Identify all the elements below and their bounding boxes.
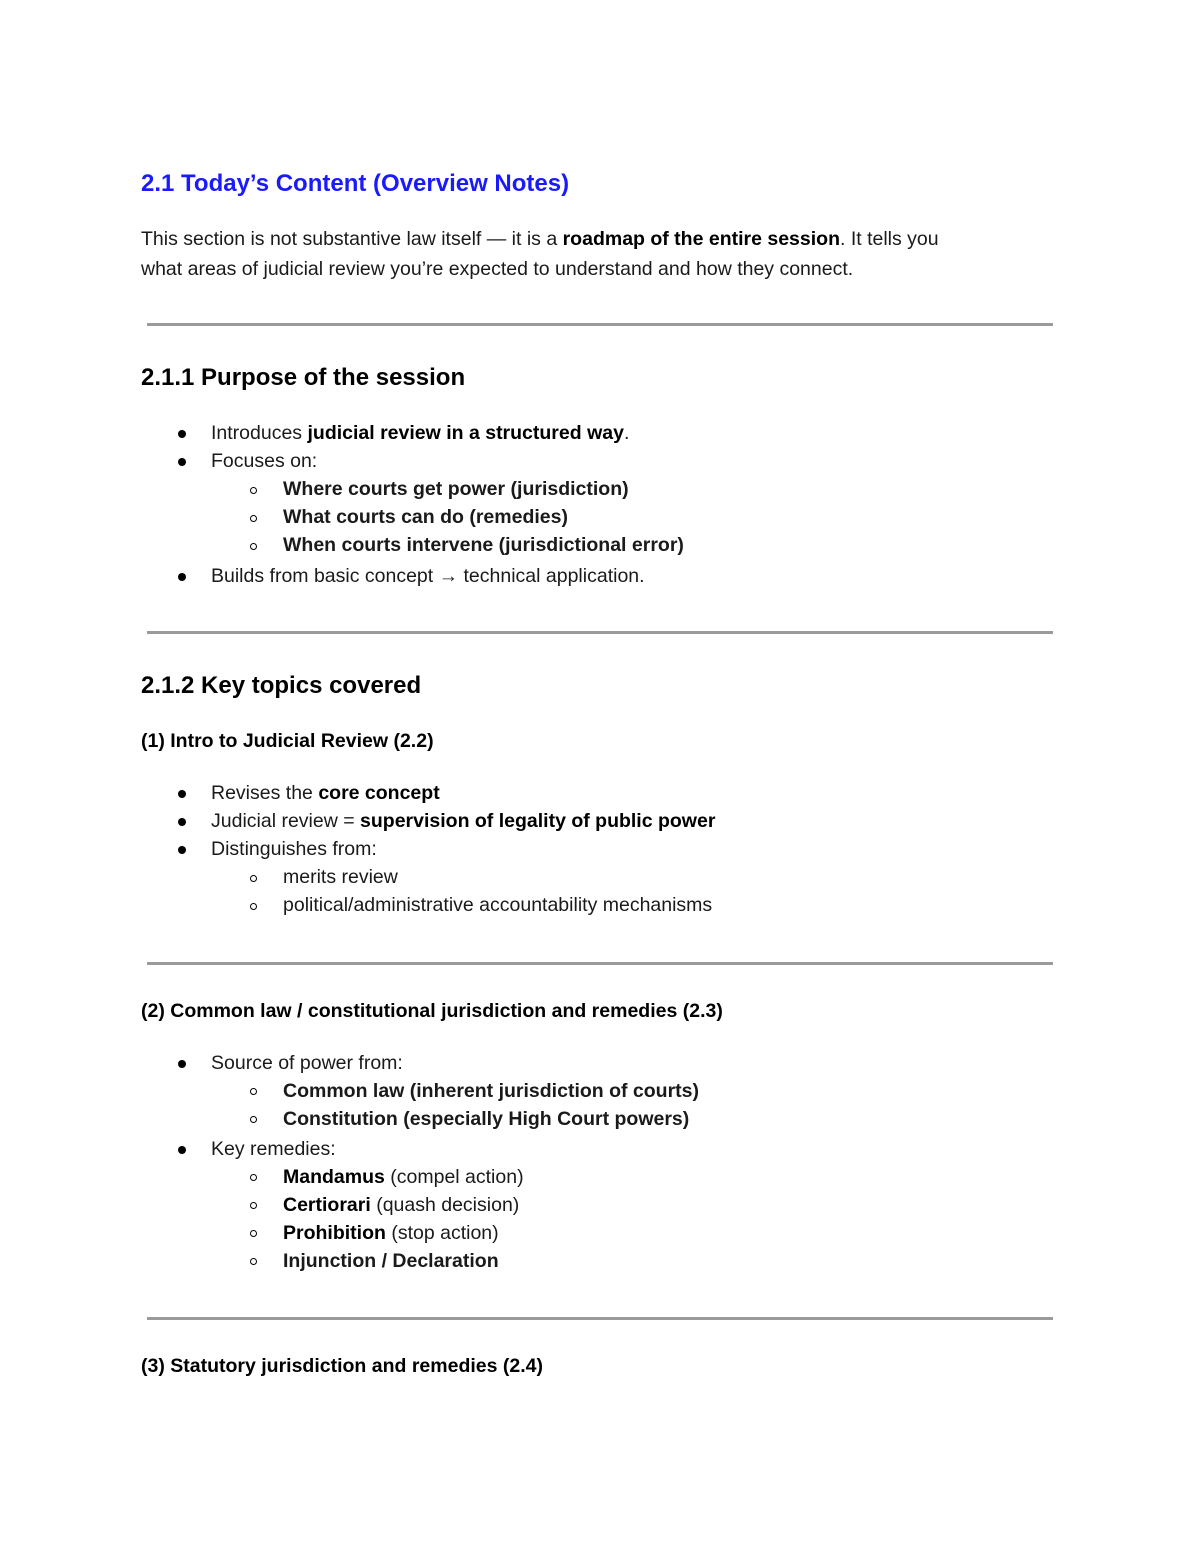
page-title: 2.1 Today’s Content (Overview Notes) — [141, 170, 570, 197]
topic-heading-3: (3) Statutory jurisdiction and remedies (2.4) — [141, 1355, 543, 1377]
sub-list-item: Constitution (especially High Court powers) — [283, 1108, 690, 1130]
list-item — [211, 807, 715, 835]
sub-list-item: What courts can do (remedies) — [283, 506, 568, 528]
horizontal-rule — [147, 323, 1053, 326]
sub-list-item — [283, 1219, 499, 1247]
bullet-icon — [178, 790, 186, 798]
sub-list-item: political/administrative accountability mechanisms — [283, 894, 713, 916]
sub-list-item: When courts intervene (jurisdictional error) — [283, 534, 684, 556]
bullet-icon — [178, 1060, 186, 1068]
circle-bullet-icon — [250, 1230, 257, 1237]
bullet-icon — [178, 430, 186, 438]
list-item-bold: core concept — [318, 782, 440, 804]
section-heading-topics: 2.1.2 Key topics covered — [141, 672, 422, 699]
list-item-text: Judicial review = — [211, 810, 361, 832]
remedy-name: Prohibition — [283, 1222, 386, 1244]
sub-list-item — [283, 1163, 524, 1191]
list-item — [211, 779, 440, 807]
list-item — [211, 419, 629, 447]
list-item: Builds from basic concept → technical application. — [211, 565, 645, 587]
remedy-desc: (quash decision) — [370, 1194, 520, 1216]
horizontal-rule — [147, 1317, 1053, 1320]
intro-text: This section is not substantive law itself — it is a — [141, 228, 563, 250]
circle-bullet-icon — [250, 1116, 257, 1123]
intro-text-end: . It tells you — [840, 228, 939, 250]
remedy-name: Certiorari — [283, 1194, 371, 1216]
circle-bullet-icon — [250, 903, 257, 910]
list-item: Source of power from: — [211, 1052, 403, 1074]
sub-list-item: Common law (inherent jurisdiction of courts) — [283, 1080, 700, 1102]
horizontal-rule — [147, 631, 1053, 634]
bullet-icon — [178, 846, 186, 854]
circle-bullet-icon — [250, 515, 257, 522]
horizontal-rule — [147, 962, 1053, 965]
circle-bullet-icon — [250, 487, 257, 494]
sub-list-item: merits review — [283, 866, 398, 888]
remedy-desc: (stop action) — [385, 1222, 499, 1244]
circle-bullet-icon — [250, 1202, 257, 1209]
list-item: Focuses on: — [211, 450, 318, 472]
list-item-bold: judicial review in a structured way — [307, 422, 624, 444]
topic-heading-2: (2) Common law / constitutional jurisdiction and remedies (2.3) — [141, 1000, 723, 1022]
circle-bullet-icon — [250, 1258, 257, 1265]
remedy-desc: (compel action) — [384, 1166, 524, 1188]
list-item: Distinguishes from: — [211, 838, 377, 860]
circle-bullet-icon — [250, 1174, 257, 1181]
intro-bold-text: roadmap of the entire session — [562, 228, 840, 250]
remedy-name: Mandamus — [283, 1166, 385, 1188]
intro-line-2: what areas of judicial review you’re expected to understand and how they connect. — [141, 258, 854, 280]
bullet-icon — [178, 458, 186, 466]
bullet-icon — [178, 1146, 186, 1154]
list-item-text-end: . — [623, 422, 630, 444]
circle-bullet-icon — [250, 543, 257, 550]
bullet-icon — [178, 818, 186, 826]
section-heading-purpose: 2.1.1 Purpose of the session — [141, 364, 466, 391]
bullet-icon — [178, 573, 186, 581]
sub-list-item — [283, 1191, 519, 1219]
circle-bullet-icon — [250, 1088, 257, 1095]
list-item-text: Introduces — [211, 422, 308, 444]
intro-line-1 — [141, 224, 939, 254]
sub-list-item: Where courts get power (jurisdiction) — [283, 478, 629, 500]
list-item: Key remedies: — [211, 1138, 336, 1160]
sub-list-item: Injunction / Declaration — [283, 1250, 499, 1272]
topic-heading-1: (1) Intro to Judicial Review (2.2) — [141, 730, 434, 752]
list-item-bold: supervision of legality of public power — [360, 810, 716, 832]
circle-bullet-icon — [250, 875, 257, 882]
list-item-text: Revises the — [211, 782, 319, 804]
